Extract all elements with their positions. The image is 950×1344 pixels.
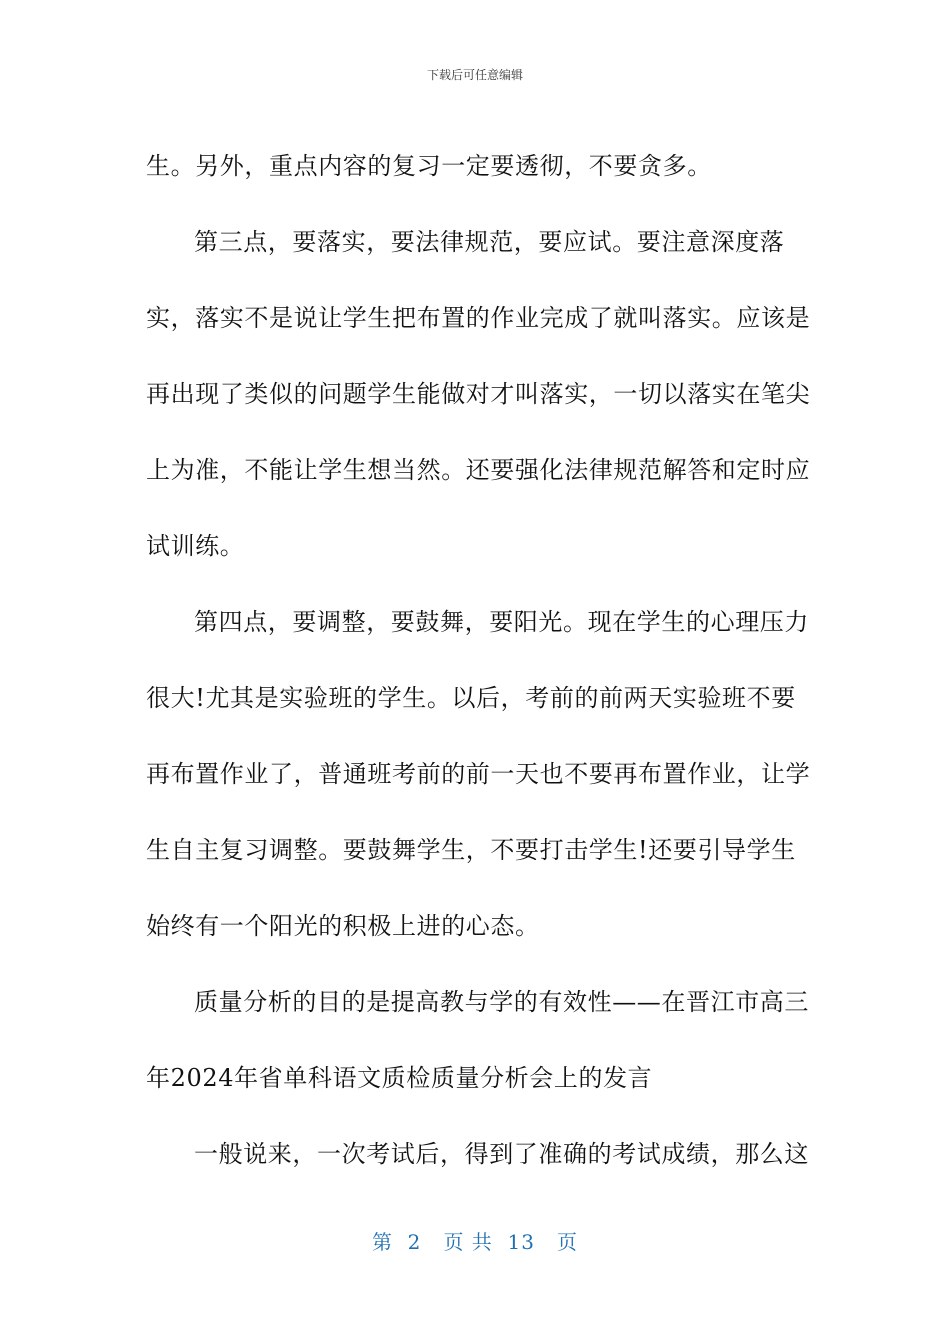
paragraph-point-three: 第三点，要落实，要法律规范，要应试。要注意深度落实，落实不是说让学生把布置的作业完成了就叫落实。应该是再出现了类似的问题学生能做对才叫落实，一切以落实在笔尖上为准，不能让学生想当然。还要强化法律规范解答和定时应试训练。	[146, 228, 811, 560]
paragraph-speech-title: 质量分析的目的是提高教与学的有效性——在晋江市高三年2024年省单科语文质检质量分析会上的发言	[146, 988, 809, 1092]
paragraph-speech-opening: 一般说来，一次考试后，得到了准确的考试成绩，那么这	[194, 1140, 809, 1168]
paragraph-point-four: 第四点，要调整，要鼓舞，要阳光。现在学生的心理压力很大!尤其是实验班的学生。以后，考前的前两天实验班不要再布置作业了，普通班考前的前一天也不要再布置作业，让学生自主复习调整。要鼓舞学生，不要打击学生!还要引导学生始终有一个阳光的积极上进的心态。	[146, 608, 811, 940]
paragraph-continuation: 生。另外，重点内容的复习一定要透彻，不要贪多。	[146, 152, 712, 180]
page-number-footer: 第 2 页 共 13 页	[371, 1230, 579, 1254]
page-header: 下载后可任意编辑	[426, 68, 523, 82]
document-body	[146, 128, 816, 1192]
